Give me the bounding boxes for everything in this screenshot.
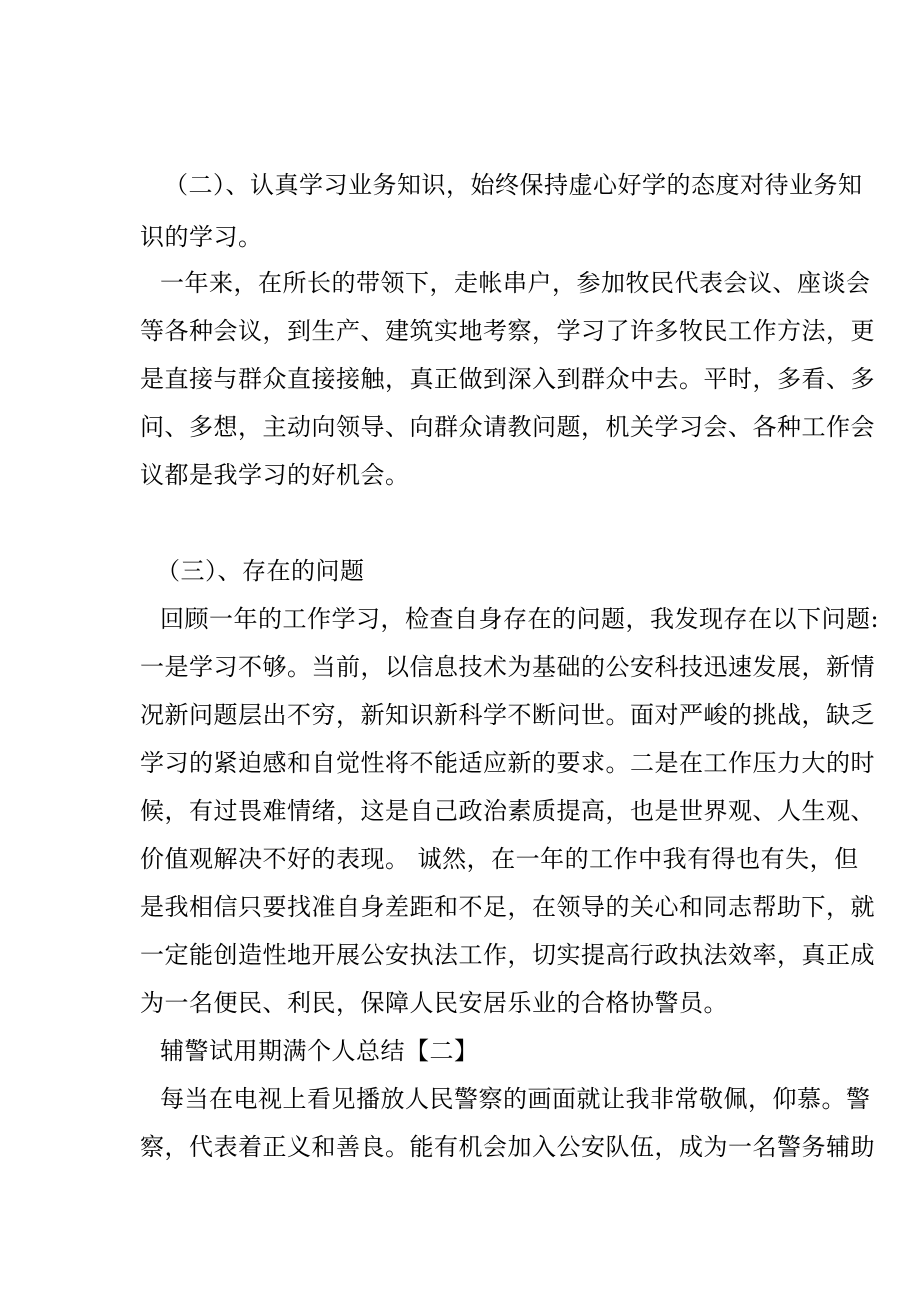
paragraph-line: 况新问题层出不穷，新知识新科学不断问世。面对严峻的挑战，缺乏 bbox=[140, 701, 875, 729]
paragraph-line: 察，代表着正义和善良。能有机会加入公安队伍，成为一名警务辅助 bbox=[140, 1133, 875, 1161]
paragraph-line: 价值观解决不好的表现。 诚然，在一年的工作中我有得也有失，但 bbox=[140, 845, 859, 873]
paragraph-line: 识的学习。 bbox=[140, 223, 263, 251]
paragraph-line: 为一名便民、利民，保障人民安居乐业的合格协警员。 bbox=[140, 989, 728, 1017]
paragraph-line: 议都是我学习的好机会。 bbox=[140, 461, 410, 489]
paragraph-line: 学习的紧迫感和自觉性将不能适应新的要求。二是在工作压力大的时 bbox=[140, 749, 875, 777]
article-title: 辅警试用期满个人总结【二】 bbox=[160, 1037, 479, 1065]
paragraph-line: 一定能创造性地开展公安执法工作，切实提高行政执法效率，真正成 bbox=[140, 941, 875, 969]
paragraph-line: 回顾一年的工作学习，检查自身存在的问题，我发现存在以下问题: bbox=[160, 605, 880, 633]
paragraph-line: 候，有过畏难情绪，这是自己政治素质提高，也是世界观、人生观、 bbox=[140, 797, 875, 825]
paragraph-line: 问、多想，主动向领导、向群众请教问题，机关学习会、各种工作会 bbox=[140, 413, 875, 441]
paragraph-line: 一是学习不够。当前，以信息技术为基础的公安科技迅速发展，新情 bbox=[140, 653, 875, 681]
paragraph-line: 是我相信只要找准自身差距和不足，在领导的关心和同志帮助下，就 bbox=[140, 893, 875, 921]
paragraph-line: 是直接与群众直接接触，真正做到深入到群众中去。平时，多看、多 bbox=[140, 365, 875, 393]
section-3-heading: （三）、存在的问题 bbox=[156, 557, 365, 585]
paragraph-line: 等各种会议，到生产、建筑实地考察，学习了许多牧民工作方法，更 bbox=[140, 317, 875, 345]
paragraph-line: 每当在电视上看见播放人民警察的画面就让我非常敬佩，仰慕。警 bbox=[160, 1085, 871, 1113]
paragraph-line: 一年来，在所长的带领下，走帐串户，参加牧民代表会议、座谈会 bbox=[160, 269, 871, 297]
section-2-heading: （二）、认真学习业务知识，始终保持虚心好学的态度对待业务知 bbox=[164, 171, 863, 199]
